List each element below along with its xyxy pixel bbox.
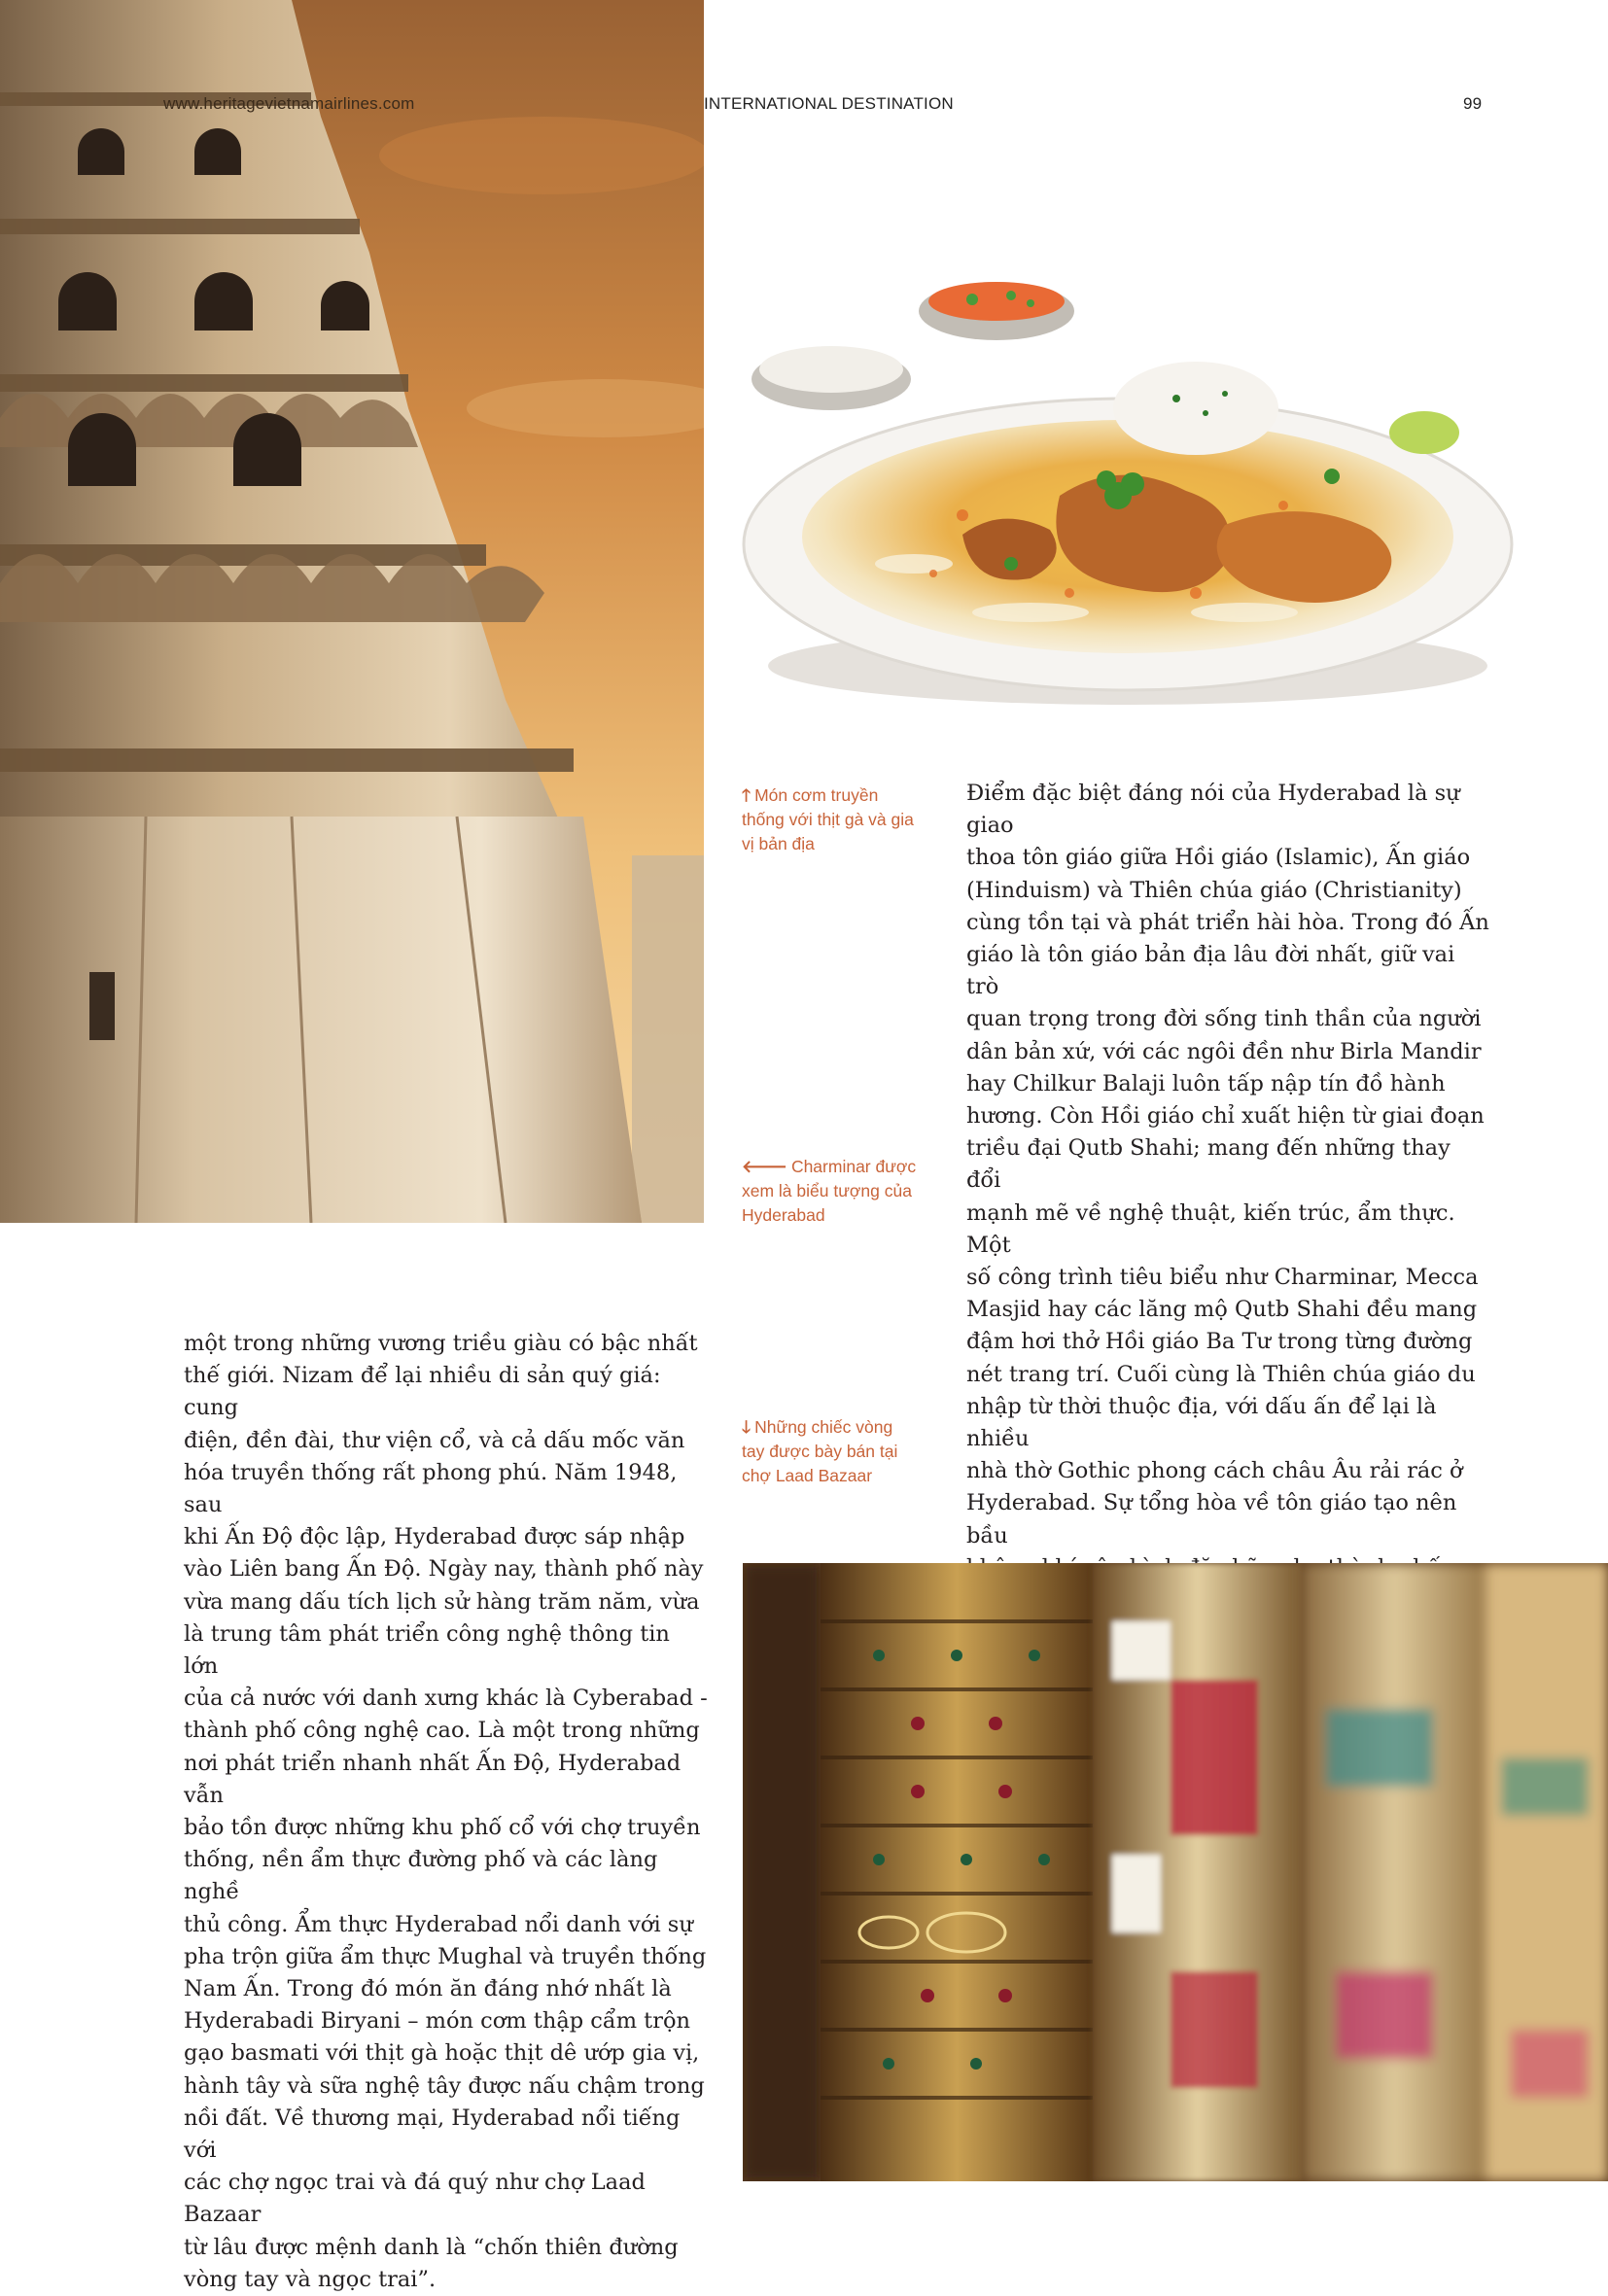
caption-minaret-text: Charminar được xem là biểu tượng của Hyderabad (742, 1157, 917, 1225)
minaret-photo (0, 0, 704, 1223)
bangles-photo (743, 1563, 1608, 2181)
charminar-minaret-illustration (0, 0, 704, 1223)
page-number: 99 (1463, 94, 1483, 113)
caption-food-text: Món cơm truyền thống với thịt gà và gia vị bản địa (742, 785, 914, 853)
article-body-left-column: một trong những vương triều giàu có bậc nhất thế giới. Nizam để lại nhiều di sản quý giá: cung điện, đền đài, thư viện cổ, và cả dấu mốc văn hóa truyền thống rất phong phú. Năm 1948, sau khi Ấn Độ độc lập, Hyderabad được sáp nhập vào Liên bang Ấn Độ. Ngày nay, thành phố này vừa mang dấu tích lịch sử hàng trăm năm, vừa là trung tâm phát triển công nghệ thông tin lớn của cả nước với danh xưng khác là Cyberabad - thành phố công nghệ cao. Là một trong những nơi phát triển nhanh nhất Ấn Độ, Hyderabad vẫn bảo tồn được những khu phố cổ với chợ truyền thống, nền ẩm thực đường phố và các làng nghề thủ công. Ẩm thực Hyderabad nổi danh với sự pha trộn giữa ẩm thực Mughal và truyền thống Nam Ấn. Trong đó món ăn đáng nhớ nhất là Hyderabadi Biryani – món cơm thập cẩm trộn gạo basmati với thịt gà hoặc thịt dê ướp gia vị, hành tây và sữa nghệ tây được nấu chậm trong nồi đất. Về thương mại, Hyderabad nổi tiếng với các chợ ngọc trai và đá quý như chợ Laad Bazaar từ lâu được mệnh danh là “chốn thiên đường vòng tay và ngọc trai”. (184, 1331, 708, 2292)
caption-bangles (742, 1415, 917, 1488)
caption-minaret (742, 1155, 917, 1228)
header-section-title: INTERNATIONAL DESTINATION (704, 94, 954, 113)
biryani-photo (739, 272, 1526, 719)
arrow-down-icon: 🡓 (742, 1417, 752, 1437)
article-body-right-column: Điểm đặc biệt đáng nói của Hyderabad là sự giao thoa tôn giáo giữa Hồi giáo (Islamic), Ấn giáo (Hinduism) và Thiên chúa giáo (Christianity) cùng tồn tại và phát triển hài hòa. Trong đó Ấn giáo là tôn giáo bản địa lâu đời nhất, giữ vai trò quan trọng trong đời sống tinh thần của người dân bản xứ, với các ngôi đền như Birla Mandir hay Chilkur Balaji luôn tấp nập tín đồ hành hương. Còn Hồi giáo chỉ xuất hiện từ giai đoạn triều đại Qutb Shahi; mang đến những thay đổi mạnh mẽ về nghệ thuật, kiến trúc, ẩm thực. Một số công trình tiêu biểu như Charminar, Mecca Masjid hay các lăng mộ Qutb Shahi đều mang đậm hơi thở Hồi giáo Ba Tư trong từng đường nét trang trí. Cuối cùng là Thiên chúa giáo du nhập từ thời thuộc địa, với dấu ấn để lại là nhiều nhà thờ Gothic phong cách châu Âu rải rác ở Hyderabad. Sự tổng hòa về tôn giáo tạo nên bầu (966, 781, 1489, 1548)
bangles-illustration (743, 1563, 1608, 2181)
header-website-url[interactable]: www.heritagevietnamairlines.com (163, 94, 415, 113)
arrow-up-icon: 🡑 (742, 785, 752, 805)
biryani-plate-illustration (739, 272, 1526, 719)
caption-food (742, 783, 917, 856)
arrow-left-icon: 🡐 (742, 1157, 787, 1176)
caption-bangles-text: Những chiếc vòng tay được bày bán tại chợ Laad Bazaar (742, 1417, 898, 1485)
